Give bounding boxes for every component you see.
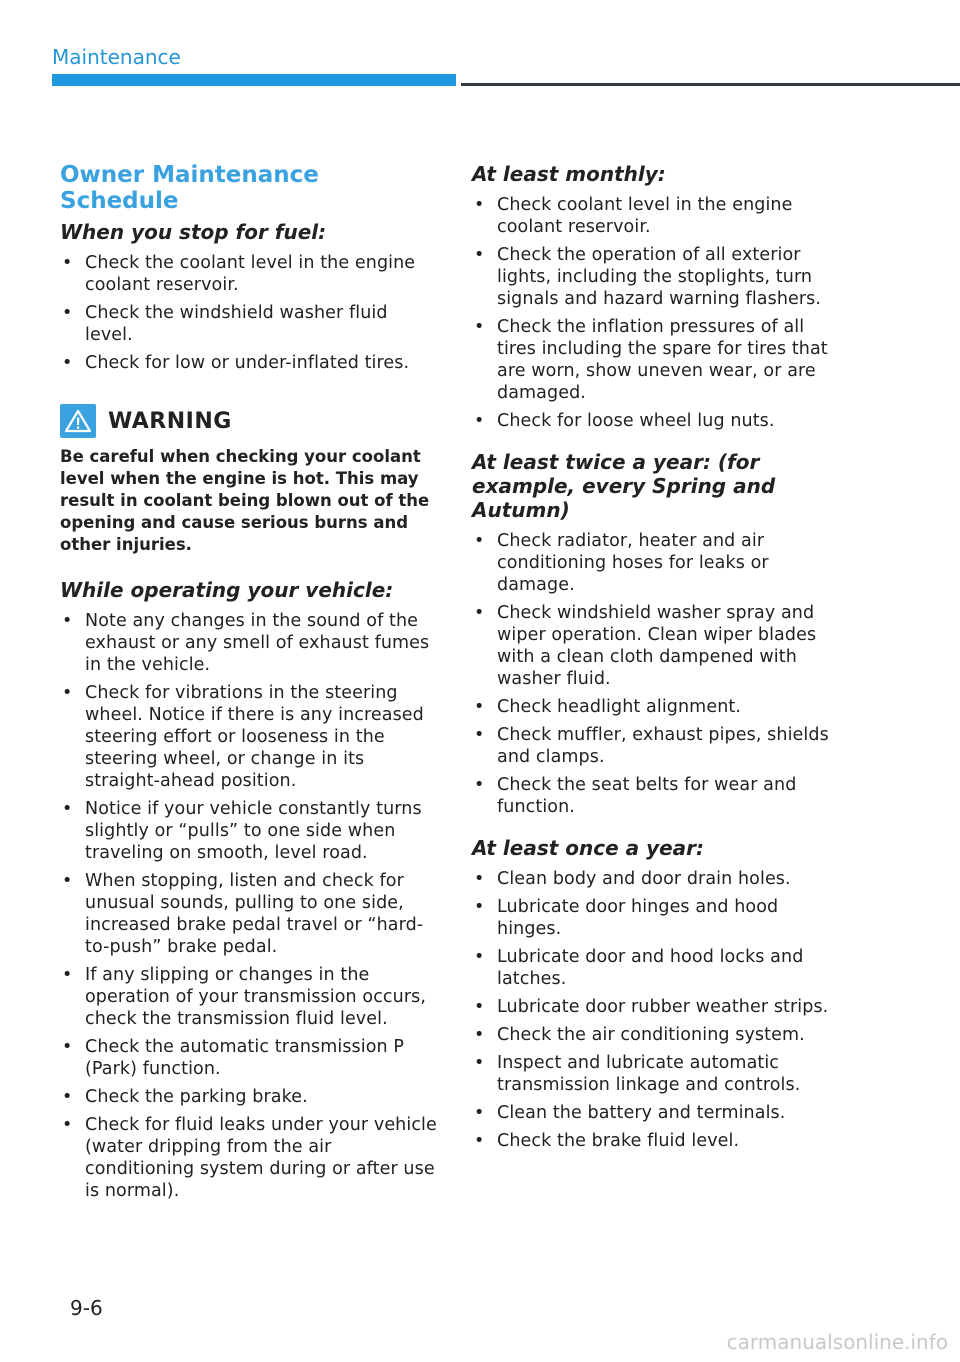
list-item: • Notice if your vehicle constantly turns slightly or “pulls” to one side when traveling on smooth, level road. — [62, 799, 422, 863]
list-item: • Check the automatic transmission P (Park) function. — [62, 1037, 405, 1079]
twice-yearly-heading: At least twice a year: (for example, every Spring and Autumn) — [472, 450, 776, 522]
header-thin-rule — [461, 83, 960, 86]
warning-text: Be careful when checking your coolant level when the engine is hot. This may result in coolant being blown out of the opening and cause serious burns and other injuries. — [60, 447, 430, 554]
list-item: • Lubricate door hinges and hood hinges. — [474, 897, 779, 939]
fuel-list — [60, 252, 440, 374]
twice-yearly-list — [472, 530, 847, 818]
left-column — [60, 156, 440, 1208]
section-header-label: Maintenance — [52, 45, 181, 69]
yearly-heading: At least once a year: — [472, 836, 705, 860]
list-item: • Check the windshield washer fluid level. — [62, 303, 388, 345]
list-item: • Check for low or under-inflated tires. — [62, 353, 410, 373]
list-item: • Check for vibrations in the steering wheel. Notice if there is any increased steering effort or looseness in the steering wheel, or change in its straight-ahead position. — [62, 683, 424, 791]
monthly-list — [472, 194, 847, 432]
fuel-heading: When you stop for fuel: — [60, 220, 327, 244]
list-item: • Check the parking brake. — [62, 1087, 308, 1107]
list-item: • Check coolant level in the engine coolant reservoir. — [474, 195, 793, 237]
operating-heading: While operating your vehicle: — [60, 578, 394, 602]
yearly-list — [472, 868, 847, 1152]
list-item: • Lubricate door and hood locks and latches. — [474, 947, 804, 989]
warning-triangle-icon — [60, 404, 96, 438]
page-number: 9-6 — [70, 1296, 103, 1320]
warning-header — [60, 404, 440, 438]
watermark-text: carmanualsonline.info — [726, 1330, 948, 1354]
list-item: • Check the seat belts for wear and function. — [474, 775, 797, 817]
list-item: • Check muffler, exhaust pipes, shields and clamps. — [474, 725, 829, 767]
list-item: • Check the brake fluid level. — [474, 1131, 740, 1151]
right-column — [472, 156, 847, 1158]
list-item: • Lubricate door rubber weather strips. — [474, 997, 829, 1017]
list-item: • Check the operation of all exterior lights, including the stoplights, turn signals and hazard warning flashers. — [474, 245, 822, 309]
warning-box — [60, 404, 440, 556]
list-item: • Note any changes in the sound of the exhaust or any smell of exhaust fumes in the vehicle. — [62, 611, 430, 675]
list-item: • Clean the battery and terminals. — [474, 1103, 786, 1123]
header-accent-rule — [52, 74, 456, 86]
operating-list — [60, 610, 440, 1202]
list-item: • Check radiator, heater and air conditioning hoses for leaks or damage. — [474, 531, 769, 595]
warning-title: WARNING — [108, 408, 232, 434]
page-title: Owner Maintenance Schedule — [60, 162, 319, 214]
list-item: • If any slipping or changes in the operation of your transmission occurs, check the transmission fluid level. — [62, 965, 426, 1029]
list-item: • Check the air conditioning system. — [474, 1025, 805, 1045]
list-item: • Check for fluid leaks under your vehicle (water dripping from the air conditioning system during or after use is normal). — [62, 1115, 437, 1201]
list-item: • Clean body and door drain holes. — [474, 869, 791, 889]
list-item: • Check windshield washer spray and wiper operation. Clean wiper blades with a clean cloth dampened with washer fluid. — [474, 603, 817, 689]
list-item: • When stopping, listen and check for unusual sounds, pulling to one side, increased brake pedal travel or “hard-to-push” brake pedal. — [62, 871, 424, 957]
monthly-heading: At least monthly: — [472, 162, 666, 186]
list-item: • Check headlight alignment. — [474, 697, 742, 717]
list-item: • Inspect and lubricate automatic transmission linkage and controls. — [474, 1053, 801, 1095]
list-item: • Check for loose wheel lug nuts. — [474, 411, 775, 431]
list-item: • Check the inflation pressures of all tires including the spare for tires that are worn, show uneven wear, or are damaged. — [474, 317, 828, 403]
list-item: • Check the coolant level in the engine coolant reservoir. — [62, 253, 416, 295]
